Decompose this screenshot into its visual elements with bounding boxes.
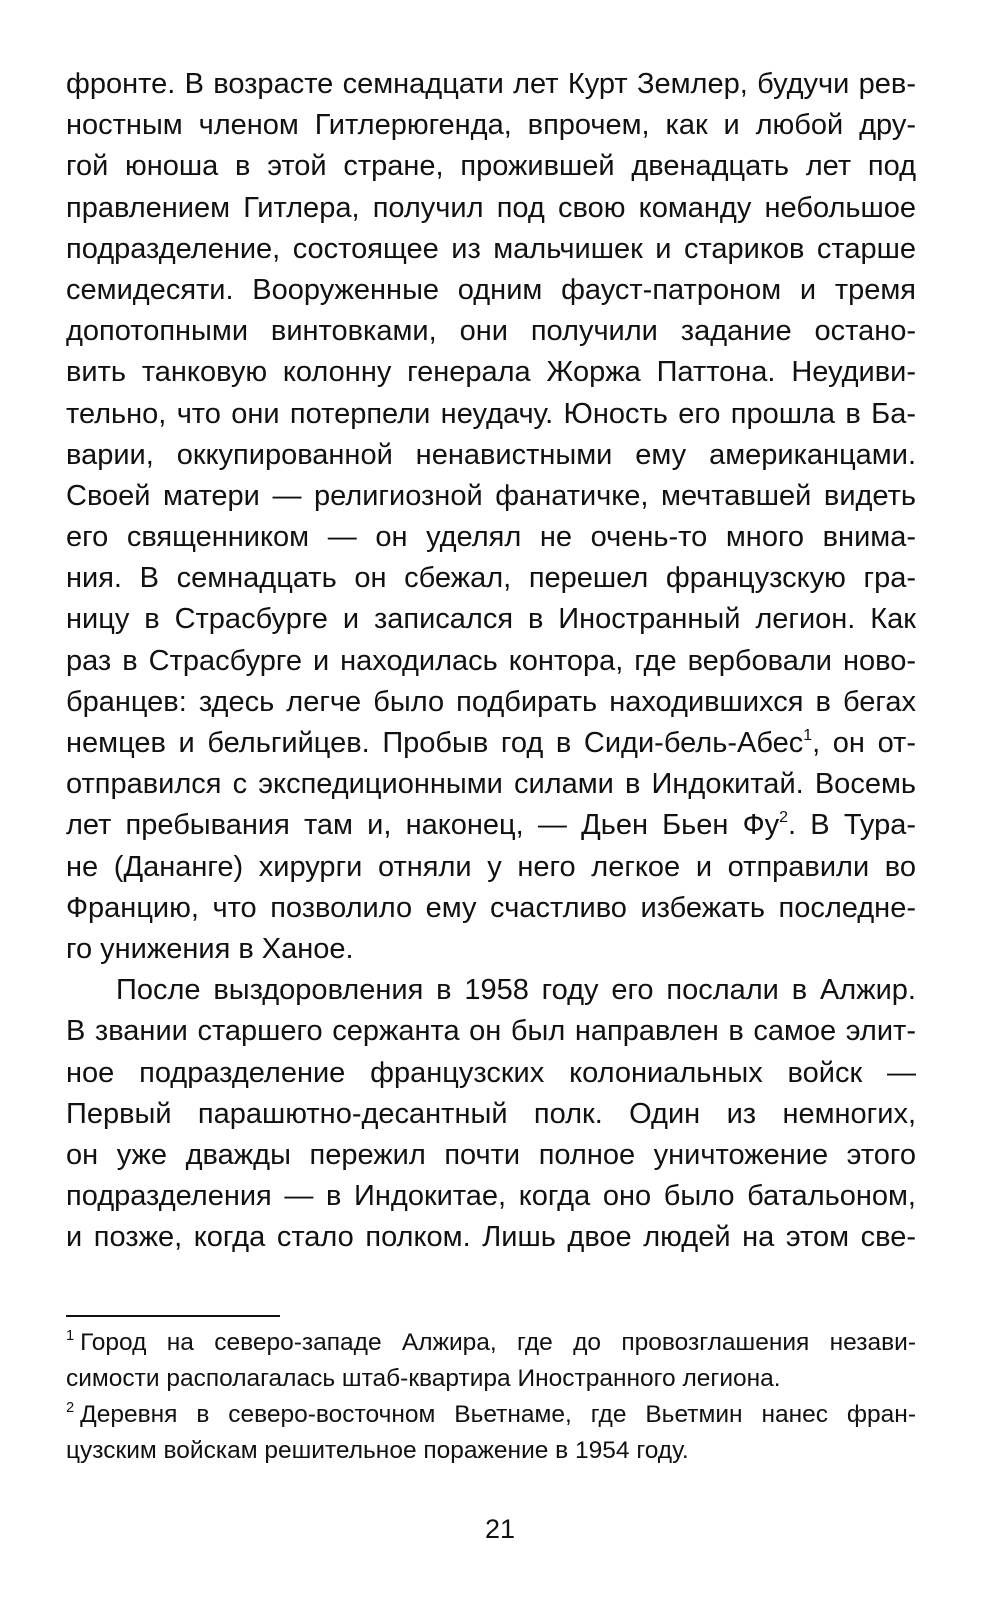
footnote-1-text: Город на северо-западе Алжира, где до провозглашения незави- bbox=[80, 1329, 916, 1356]
text-line: Францию, что позволило ему счастливо избежать последне- bbox=[66, 891, 916, 924]
text-line: бранцев: здесь легче было подбирать находившихся в бегах bbox=[66, 685, 916, 718]
text-line: тельно, что они потерпели неудачу. Юность его прошла в Ба- bbox=[66, 397, 916, 430]
text-line: подразделение, состоящее из мальчишек и стариков старше bbox=[66, 232, 916, 265]
footnote-1-line: симости располагалась штаб-квартира Иностранного легиона. bbox=[66, 1365, 781, 1392]
text-line-with-note-2 bbox=[66, 805, 916, 846]
footnote-ref-2: 2 bbox=[779, 809, 789, 827]
text-line: гой юноша в этой стране, прожившей двенадцать лет под bbox=[66, 150, 916, 183]
text-line-paragraph-start: После выздоровления в 1958 году его послали в Алжир. bbox=[116, 974, 916, 1007]
text-line: ностным членом Гитлерюгенда, впрочем, как и любой дру- bbox=[66, 109, 916, 142]
footnote-divider bbox=[66, 1315, 280, 1317]
text-line: ницу в Страсбурге и записался в Иностранный легион. Как bbox=[66, 603, 916, 636]
text-line: семидесяти. Вооруженные одним фауст-патроном и тремя bbox=[66, 273, 916, 306]
footnote-ref-1: 1 bbox=[803, 727, 813, 745]
text-line: ния. В семнадцать он сбежал, перешел французскую гра- bbox=[66, 562, 916, 595]
text-line: Своей матери — религиозной фанатичке, мечтавшей видеть bbox=[66, 479, 916, 512]
text-line: и позже, когда стало полком. Лишь двое людей на этом све- bbox=[66, 1221, 916, 1254]
line-text: лет пребывания там и, наконец, — Дьен Бьен Фу bbox=[66, 809, 780, 842]
text-line: В звании старшего сержанта он был направлен в самое элит- bbox=[66, 1015, 916, 1048]
text-line: отправился с экспедиционными силами в Индокитай. Восемь bbox=[66, 768, 916, 801]
footnote-1-line bbox=[66, 1325, 916, 1361]
footnotes bbox=[66, 1325, 916, 1469]
text-line: ное подразделение французских колониальных войск — bbox=[66, 1056, 916, 1089]
text-line: он уже дважды пережил почти полное уничтожение этого bbox=[66, 1138, 916, 1171]
line-text-continued: , он от- bbox=[812, 727, 916, 759]
text-line: его священником — он уделял не очень-то много внима- bbox=[66, 521, 916, 554]
footnote-2-line: цузским войскам решительное поражение в 1954 году. bbox=[66, 1437, 689, 1464]
text-line: фронте. В возрасте семнадцати лет Курт Землер, будучи рев- bbox=[66, 68, 916, 100]
line-text-continued: . В Тура- bbox=[788, 809, 916, 842]
text-line: варии, оккупированной ненавистными ему американцами. bbox=[66, 438, 916, 471]
text-line: Первый парашютно-десантный полк. Один из немногих, bbox=[66, 1097, 916, 1130]
text-line: правлением Гитлера, получил под свою команду небольшое bbox=[66, 191, 916, 224]
footnote-1-mark: 1 bbox=[66, 1327, 75, 1344]
text-line: подразделения — в Индокитае, когда оно было батальоном, bbox=[66, 1180, 916, 1213]
text-line: вить танковую колонну генерала Жоржа Паттона. Неудиви- bbox=[66, 356, 916, 389]
page-number: 21 bbox=[484, 1514, 516, 1544]
main-text bbox=[66, 64, 916, 1258]
text-line: не (Дананге) хирурги отняли у него легкое и отправили во bbox=[66, 850, 916, 883]
footnote-2-text: Деревня в северо-восточном Вьетнаме, где Вьетмин нанес фран- bbox=[80, 1401, 916, 1428]
footnote-2-mark: 2 bbox=[66, 1399, 75, 1416]
text-line-paragraph-end: го унижения в Ханое. bbox=[66, 932, 354, 965]
line-text: немцев и бельгийцев. Пробыв год в Сиди-бель-Абес bbox=[66, 727, 804, 759]
text-line: раз в Страсбурге и находилась контора, где вербовали ново- bbox=[66, 644, 916, 677]
text-line-with-note-1 bbox=[66, 723, 916, 764]
text-line: допотопными винтовками, они получили задание остано- bbox=[66, 315, 916, 348]
footnote-2-line bbox=[66, 1397, 916, 1433]
